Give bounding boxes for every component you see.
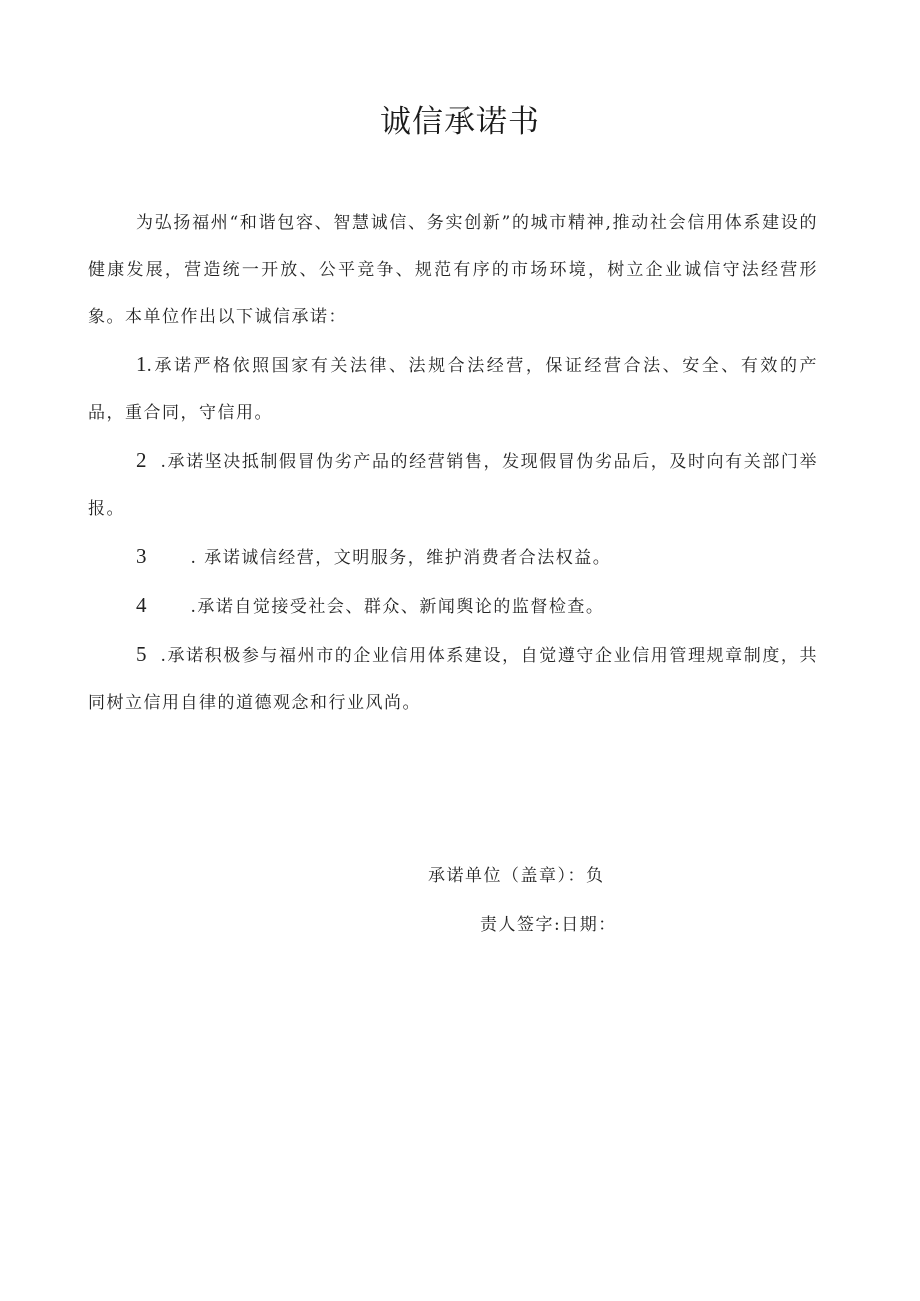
signature-unit-line: 承诺单位（盖章）：负: [428, 866, 605, 886]
item-number: 5: [136, 642, 147, 666]
item-number: 2: [136, 448, 147, 472]
commitment-item-4: [88, 582, 818, 631]
item-number: 4: [136, 593, 147, 617]
commitment-item-3: [88, 533, 818, 582]
item-number: 3: [136, 544, 147, 568]
document-title: 诚信承诺书: [380, 104, 540, 140]
item-text: .承诺自觉接受社会、群众、新闻舆论的监督检查。: [190, 597, 605, 617]
intro-paragraph: 为弘扬福州“和谐包容、智慧诚信、务实创新”的城市精神,推动社会信用体系建设的健康发展，营造统一开放、公平竞争、规范有序的市场环境，树立企业诚信守法经营形象。本单位作出以下诚信承诺：: [88, 213, 818, 327]
commitment-item-2: [88, 437, 818, 533]
item-text: .承诺严格依照国家有关法律、法规合法经营，保证经营合法、安全、有效的产品，重合同，守信用。: [88, 356, 818, 423]
item-text: .承诺坚决抵制假冒伪劣产品的经营销售，发现假冒伪劣品后，及时向有关部门举报。: [88, 452, 818, 519]
item-text: . 承诺诚信经营，文明服务，维护消费者合法权益。: [190, 548, 612, 568]
commitment-item-5: [88, 631, 818, 727]
signature-person-date-line: 责人签字:日期：: [480, 915, 617, 935]
commitment-item-1: [88, 341, 818, 437]
item-text: .承诺积极参与福州市的企业信用体系建设，自觉遵守企业信用管理规章制度，共同树立信用自律的道德观念和行业风尚。: [88, 646, 818, 713]
document-body: [88, 200, 818, 727]
item-number: 1: [136, 352, 147, 376]
